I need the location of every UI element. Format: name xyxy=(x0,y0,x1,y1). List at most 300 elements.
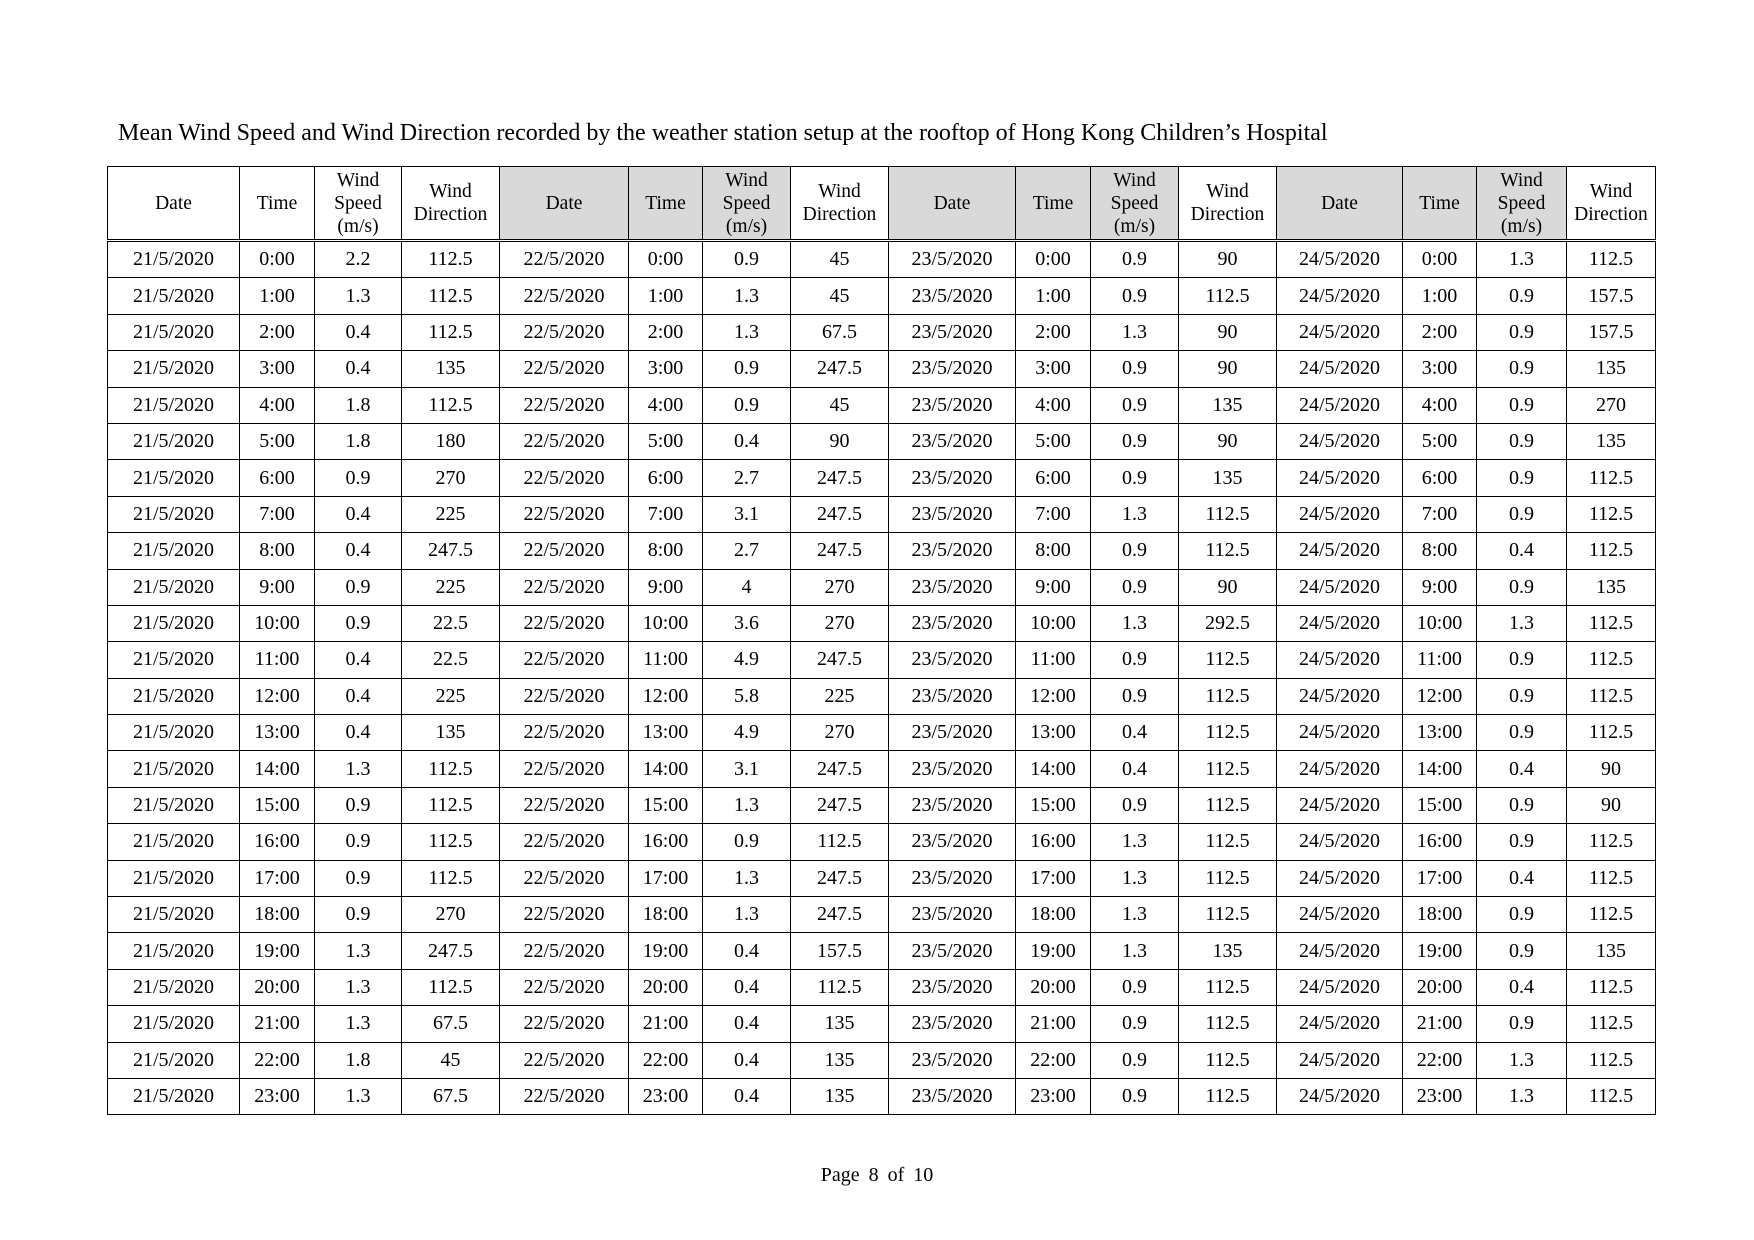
wind-direction-cell: 247.5 xyxy=(791,751,889,787)
date-cell: 23/5/2020 xyxy=(889,278,1016,314)
time-cell: 18:00 xyxy=(1016,897,1091,933)
wind-speed-cell: 1.3 xyxy=(1091,860,1179,896)
wind-direction-cell: 247.5 xyxy=(791,460,889,496)
date-cell: 21/5/2020 xyxy=(108,387,240,423)
date-cell: 23/5/2020 xyxy=(889,533,1016,569)
wind-direction-cell: 112.5 xyxy=(1567,460,1656,496)
wind-direction-cell: 157.5 xyxy=(791,933,889,969)
wind-direction-cell: 112.5 xyxy=(1179,278,1277,314)
wind-speed-cell: 0.4 xyxy=(315,314,402,350)
wind-speed-cell: 0.4 xyxy=(1091,751,1179,787)
wind-direction-cell: 247.5 xyxy=(791,533,889,569)
wind-speed-cell: 0.9 xyxy=(1091,351,1179,387)
date-cell: 21/5/2020 xyxy=(108,860,240,896)
wind-direction-cell: 135 xyxy=(1179,460,1277,496)
wind-direction-cell: 135 xyxy=(1179,933,1277,969)
time-cell: 18:00 xyxy=(240,897,315,933)
wind-direction-cell: 112.5 xyxy=(1179,1042,1277,1078)
time-cell: 18:00 xyxy=(629,897,703,933)
time-cell: 19:00 xyxy=(629,933,703,969)
wind-direction-cell: 225 xyxy=(402,496,500,532)
time-cell: 1:00 xyxy=(1016,278,1091,314)
time-cell: 0:00 xyxy=(240,241,315,278)
header-date: Date xyxy=(108,167,240,241)
wind-speed-cell: 0.9 xyxy=(1091,460,1179,496)
time-cell: 6:00 xyxy=(629,460,703,496)
wind-direction-cell: 112.5 xyxy=(402,787,500,823)
table-row xyxy=(108,1042,1656,1078)
wind-speed-cell: 0.9 xyxy=(315,605,402,641)
wind-direction-cell: 270 xyxy=(791,715,889,751)
date-cell: 22/5/2020 xyxy=(500,787,629,823)
wind-speed-cell: 0.9 xyxy=(315,787,402,823)
header-wind-direction-line: Direction xyxy=(413,204,488,225)
time-cell: 5:00 xyxy=(1016,423,1091,459)
wind-direction-cell: 112.5 xyxy=(402,751,500,787)
time-cell: 13:00 xyxy=(1403,715,1477,751)
date-cell: 24/5/2020 xyxy=(1277,278,1403,314)
wind-direction-cell: 45 xyxy=(791,241,889,278)
time-cell: 20:00 xyxy=(240,969,315,1005)
wind-direction-cell: 90 xyxy=(791,423,889,459)
wind-direction-cell: 112.5 xyxy=(402,241,500,278)
wind-direction-cell: 45 xyxy=(791,278,889,314)
wind-speed-cell: 0.4 xyxy=(315,715,402,751)
wind-direction-cell: 135 xyxy=(791,1078,889,1114)
header-row xyxy=(108,167,1656,241)
date-cell: 22/5/2020 xyxy=(500,1042,629,1078)
wind-speed-cell: 2.7 xyxy=(703,460,791,496)
time-cell: 18:00 xyxy=(1403,897,1477,933)
date-cell: 22/5/2020 xyxy=(500,496,629,532)
wind-speed-cell: 0.9 xyxy=(1091,969,1179,1005)
table-row xyxy=(108,897,1656,933)
wind-speed-cell: 0.9 xyxy=(1091,278,1179,314)
header-wind-direction xyxy=(402,167,500,241)
wind-direction-cell: 135 xyxy=(1567,933,1656,969)
wind-direction-cell: 112.5 xyxy=(1179,751,1277,787)
date-cell: 21/5/2020 xyxy=(108,460,240,496)
wind-speed-cell: 3.1 xyxy=(703,751,791,787)
wind-direction-cell: 135 xyxy=(791,1006,889,1042)
time-cell: 23:00 xyxy=(629,1078,703,1114)
time-cell: 14:00 xyxy=(1403,751,1477,787)
date-cell: 21/5/2020 xyxy=(108,1078,240,1114)
date-cell: 22/5/2020 xyxy=(500,1078,629,1114)
table-row xyxy=(108,387,1656,423)
time-cell: 15:00 xyxy=(1016,787,1091,823)
date-cell: 24/5/2020 xyxy=(1277,715,1403,751)
time-cell: 23:00 xyxy=(1403,1078,1477,1114)
wind-speed-cell: 2.7 xyxy=(703,533,791,569)
time-cell: 3:00 xyxy=(1016,351,1091,387)
wind-speed-cell: 0.9 xyxy=(1477,278,1567,314)
wind-speed-cell: 0.4 xyxy=(1091,715,1179,751)
date-cell: 24/5/2020 xyxy=(1277,387,1403,423)
date-cell: 21/5/2020 xyxy=(108,751,240,787)
time-cell: 7:00 xyxy=(1403,496,1477,532)
date-cell: 24/5/2020 xyxy=(1277,860,1403,896)
wind-direction-cell: 247.5 xyxy=(791,787,889,823)
time-cell: 21:00 xyxy=(629,1006,703,1042)
wind-direction-cell: 247.5 xyxy=(402,933,500,969)
time-cell: 2:00 xyxy=(1016,314,1091,350)
time-cell: 14:00 xyxy=(629,751,703,787)
wind-speed-cell: 1.3 xyxy=(315,969,402,1005)
time-cell: 0:00 xyxy=(1403,241,1477,278)
date-cell: 23/5/2020 xyxy=(889,423,1016,459)
wind-direction-cell: 112.5 xyxy=(1179,642,1277,678)
wind-speed-cell: 1.3 xyxy=(1477,1078,1567,1114)
date-cell: 23/5/2020 xyxy=(889,314,1016,350)
wind-direction-cell: 112.5 xyxy=(1179,1078,1277,1114)
wind-direction-cell: 225 xyxy=(402,569,500,605)
wind-direction-cell: 67.5 xyxy=(402,1078,500,1114)
date-cell: 23/5/2020 xyxy=(889,460,1016,496)
date-cell: 24/5/2020 xyxy=(1277,351,1403,387)
wind-direction-cell: 112.5 xyxy=(1567,1078,1656,1114)
time-cell: 16:00 xyxy=(629,824,703,860)
time-cell: 4:00 xyxy=(1016,387,1091,423)
time-cell: 20:00 xyxy=(1016,969,1091,1005)
wind-speed-cell: 0.4 xyxy=(1477,533,1567,569)
wind-speed-cell: 0.4 xyxy=(703,933,791,969)
page-word: Page xyxy=(820,1164,860,1186)
wind-direction-cell: 112.5 xyxy=(1567,1042,1656,1078)
time-cell: 3:00 xyxy=(240,351,315,387)
wind-speed-cell: 1.3 xyxy=(1091,605,1179,641)
wind-speed-cell: 0.4 xyxy=(703,1078,791,1114)
date-cell: 23/5/2020 xyxy=(889,496,1016,532)
time-cell: 10:00 xyxy=(629,605,703,641)
wind-speed-cell: 0.9 xyxy=(1477,787,1567,823)
wind-direction-cell: 292.5 xyxy=(1179,605,1277,641)
wind-speed-cell: 0.9 xyxy=(1477,423,1567,459)
date-cell: 23/5/2020 xyxy=(889,1006,1016,1042)
table-row xyxy=(108,314,1656,350)
time-cell: 10:00 xyxy=(240,605,315,641)
time-cell: 17:00 xyxy=(629,860,703,896)
date-cell: 22/5/2020 xyxy=(500,824,629,860)
wind-direction-cell: 112.5 xyxy=(402,387,500,423)
wind-speed-cell: 0.4 xyxy=(703,423,791,459)
wind-direction-cell: 90 xyxy=(1567,751,1656,787)
header-time: Time xyxy=(1403,167,1477,241)
time-cell: 0:00 xyxy=(1016,241,1091,278)
date-cell: 22/5/2020 xyxy=(500,569,629,605)
header-wind-direction-line: Direction xyxy=(1574,204,1648,225)
time-cell: 8:00 xyxy=(240,533,315,569)
time-cell: 5:00 xyxy=(629,423,703,459)
wind-direction-cell: 135 xyxy=(1179,387,1277,423)
header-time: Time xyxy=(1016,167,1091,241)
date-cell: 22/5/2020 xyxy=(500,533,629,569)
time-cell: 13:00 xyxy=(629,715,703,751)
wind-speed-cell: 1.3 xyxy=(315,933,402,969)
time-cell: 15:00 xyxy=(1403,787,1477,823)
date-cell: 21/5/2020 xyxy=(108,824,240,860)
wind-direction-cell: 135 xyxy=(1567,569,1656,605)
time-cell: 13:00 xyxy=(240,715,315,751)
wind-speed-cell: 1.3 xyxy=(703,314,791,350)
table-row xyxy=(108,642,1656,678)
table-row xyxy=(108,933,1656,969)
date-cell: 24/5/2020 xyxy=(1277,314,1403,350)
wind-direction-cell: 112.5 xyxy=(791,824,889,860)
wind-direction-cell: 112.5 xyxy=(791,969,889,1005)
table-row xyxy=(108,1006,1656,1042)
time-cell: 7:00 xyxy=(240,496,315,532)
date-cell: 22/5/2020 xyxy=(500,241,629,278)
date-cell: 24/5/2020 xyxy=(1277,423,1403,459)
date-cell: 24/5/2020 xyxy=(1277,969,1403,1005)
time-cell: 3:00 xyxy=(1403,351,1477,387)
date-cell: 24/5/2020 xyxy=(1277,751,1403,787)
wind-direction-cell: 112.5 xyxy=(1567,605,1656,641)
date-cell: 21/5/2020 xyxy=(108,423,240,459)
date-cell: 24/5/2020 xyxy=(1277,933,1403,969)
wind-speed-cell: 0.9 xyxy=(703,241,791,278)
table-row xyxy=(108,241,1656,278)
wind-speed-cell: 0.9 xyxy=(1477,314,1567,350)
date-cell: 21/5/2020 xyxy=(108,678,240,714)
wind-direction-cell: 90 xyxy=(1567,787,1656,823)
wind-speed-cell: 0.9 xyxy=(315,897,402,933)
time-cell: 8:00 xyxy=(1016,533,1091,569)
table-row xyxy=(108,569,1656,605)
header-wind-direction-line: Wind xyxy=(818,181,861,202)
time-cell: 5:00 xyxy=(1403,423,1477,459)
wind-speed-cell: 0.9 xyxy=(1477,1006,1567,1042)
time-cell: 12:00 xyxy=(629,678,703,714)
wind-direction-cell: 112.5 xyxy=(402,824,500,860)
table-row xyxy=(108,496,1656,532)
wind-direction-cell: 112.5 xyxy=(1567,678,1656,714)
date-cell: 24/5/2020 xyxy=(1277,897,1403,933)
date-cell: 24/5/2020 xyxy=(1277,1042,1403,1078)
wind-direction-cell: 90 xyxy=(1179,241,1277,278)
time-cell: 11:00 xyxy=(1016,642,1091,678)
page-footer xyxy=(0,1164,1754,1187)
wind-speed-cell: 1.3 xyxy=(703,787,791,823)
wind-direction-cell: 90 xyxy=(1179,351,1277,387)
date-cell: 22/5/2020 xyxy=(500,1006,629,1042)
wind-direction-cell: 112.5 xyxy=(1567,496,1656,532)
date-cell: 21/5/2020 xyxy=(108,642,240,678)
date-cell: 22/5/2020 xyxy=(500,642,629,678)
date-cell: 24/5/2020 xyxy=(1277,678,1403,714)
time-cell: 17:00 xyxy=(1016,860,1091,896)
time-cell: 22:00 xyxy=(1016,1042,1091,1078)
header-wind-direction-line: Wind xyxy=(1206,181,1249,202)
time-cell: 21:00 xyxy=(240,1006,315,1042)
table-row xyxy=(108,605,1656,641)
time-cell: 20:00 xyxy=(1403,969,1477,1005)
page-number: 8 xyxy=(868,1164,879,1186)
wind-speed-cell: 0.9 xyxy=(703,387,791,423)
header-date: Date xyxy=(1277,167,1403,241)
header-wind-direction-line: Direction xyxy=(1190,204,1265,225)
time-cell: 0:00 xyxy=(629,241,703,278)
wind-speed-cell: 0.9 xyxy=(315,569,402,605)
wind-speed-cell: 0.9 xyxy=(1477,569,1567,605)
table-row xyxy=(108,715,1656,751)
date-cell: 24/5/2020 xyxy=(1277,1078,1403,1114)
time-cell: 23:00 xyxy=(1016,1078,1091,1114)
time-cell: 2:00 xyxy=(240,314,315,350)
wind-speed-cell: 0.4 xyxy=(703,1006,791,1042)
wind-direction-cell: 112.5 xyxy=(1567,642,1656,678)
header-wind-direction xyxy=(791,167,889,241)
wind-direction-cell: 247.5 xyxy=(791,496,889,532)
wind-direction-cell: 135 xyxy=(1567,423,1656,459)
wind-speed-cell: 0.9 xyxy=(703,824,791,860)
header-wind-speed-line: Wind xyxy=(1113,169,1156,191)
date-cell: 23/5/2020 xyxy=(889,860,1016,896)
date-cell: 21/5/2020 xyxy=(108,969,240,1005)
wind-speed-cell: 0.9 xyxy=(703,351,791,387)
time-cell: 15:00 xyxy=(629,787,703,823)
wind-speed-cell: 1.3 xyxy=(703,278,791,314)
header-wind-speed-line: Speed xyxy=(722,192,771,214)
time-cell: 4:00 xyxy=(1403,387,1477,423)
header-wind-direction-line: Wind xyxy=(1589,181,1633,202)
wind-speed-cell: 1.3 xyxy=(1477,241,1567,278)
wind-direction-cell: 112.5 xyxy=(1179,969,1277,1005)
wind-direction-cell: 270 xyxy=(402,460,500,496)
date-cell: 24/5/2020 xyxy=(1277,241,1403,278)
wind-direction-cell: 225 xyxy=(791,678,889,714)
date-cell: 21/5/2020 xyxy=(108,351,240,387)
wind-direction-cell: 112.5 xyxy=(1179,860,1277,896)
wind-direction-cell: 112.5 xyxy=(1179,824,1277,860)
time-cell: 15:00 xyxy=(240,787,315,823)
time-cell: 19:00 xyxy=(240,933,315,969)
wind-direction-cell: 225 xyxy=(402,678,500,714)
time-cell: 16:00 xyxy=(1016,824,1091,860)
header-wind-speed-line: (m/s) xyxy=(1500,215,1543,237)
time-cell: 22:00 xyxy=(629,1042,703,1078)
wind-direction-cell: 112.5 xyxy=(402,278,500,314)
wind-speed-cell: 1.3 xyxy=(315,278,402,314)
date-cell: 23/5/2020 xyxy=(889,1042,1016,1078)
time-cell: 9:00 xyxy=(1016,569,1091,605)
header-wind-speed-line: (m/s) xyxy=(725,215,768,237)
date-cell: 23/5/2020 xyxy=(889,787,1016,823)
wind-direction-cell: 112.5 xyxy=(402,969,500,1005)
wind-speed-cell: 4.9 xyxy=(703,715,791,751)
time-cell: 4:00 xyxy=(240,387,315,423)
time-cell: 16:00 xyxy=(1403,824,1477,860)
table-row xyxy=(108,351,1656,387)
wind-speed-cell: 0.9 xyxy=(1477,678,1567,714)
time-cell: 12:00 xyxy=(1016,678,1091,714)
wind-speed-cell: 0.4 xyxy=(315,533,402,569)
wind-direction-cell: 22.5 xyxy=(402,605,500,641)
date-cell: 23/5/2020 xyxy=(889,569,1016,605)
of-word: of xyxy=(887,1164,905,1186)
wind-direction-cell: 112.5 xyxy=(1567,824,1656,860)
date-cell: 23/5/2020 xyxy=(889,678,1016,714)
wind-speed-cell: 1.3 xyxy=(703,897,791,933)
time-cell: 7:00 xyxy=(1016,496,1091,532)
date-cell: 23/5/2020 xyxy=(889,605,1016,641)
date-cell: 23/5/2020 xyxy=(889,351,1016,387)
table-row xyxy=(108,787,1656,823)
date-cell: 22/5/2020 xyxy=(500,387,629,423)
time-cell: 13:00 xyxy=(1016,715,1091,751)
header-time: Time xyxy=(629,167,703,241)
wind-direction-cell: 112.5 xyxy=(1179,715,1277,751)
wind-direction-cell: 112.5 xyxy=(1567,897,1656,933)
date-cell: 21/5/2020 xyxy=(108,1006,240,1042)
date-cell: 22/5/2020 xyxy=(500,423,629,459)
wind-speed-cell: 0.9 xyxy=(1091,533,1179,569)
wind-speed-cell: 0.9 xyxy=(315,460,402,496)
time-cell: 14:00 xyxy=(240,751,315,787)
wind-speed-cell: 0.9 xyxy=(1477,642,1567,678)
table-row xyxy=(108,824,1656,860)
date-cell: 22/5/2020 xyxy=(500,314,629,350)
date-cell: 22/5/2020 xyxy=(500,351,629,387)
table-row xyxy=(108,751,1656,787)
table-row xyxy=(108,678,1656,714)
time-cell: 16:00 xyxy=(240,824,315,860)
date-cell: 21/5/2020 xyxy=(108,933,240,969)
wind-direction-cell: 90 xyxy=(1179,314,1277,350)
header-wind-direction xyxy=(1179,167,1277,241)
date-cell: 21/5/2020 xyxy=(108,496,240,532)
date-cell: 21/5/2020 xyxy=(108,787,240,823)
time-cell: 1:00 xyxy=(240,278,315,314)
wind-speed-cell: 1.3 xyxy=(315,1006,402,1042)
wind-speed-cell: 0.4 xyxy=(703,1042,791,1078)
wind-direction-cell: 45 xyxy=(791,387,889,423)
time-cell: 12:00 xyxy=(240,678,315,714)
time-cell: 6:00 xyxy=(1016,460,1091,496)
wind-direction-cell: 45 xyxy=(402,1042,500,1078)
time-cell: 22:00 xyxy=(1403,1042,1477,1078)
date-cell: 23/5/2020 xyxy=(889,897,1016,933)
date-cell: 23/5/2020 xyxy=(889,715,1016,751)
time-cell: 22:00 xyxy=(240,1042,315,1078)
date-cell: 24/5/2020 xyxy=(1277,787,1403,823)
date-cell: 24/5/2020 xyxy=(1277,460,1403,496)
date-cell: 21/5/2020 xyxy=(108,897,240,933)
wind-direction-cell: 112.5 xyxy=(1179,678,1277,714)
date-cell: 23/5/2020 xyxy=(889,969,1016,1005)
date-cell: 21/5/2020 xyxy=(108,1042,240,1078)
header-wind-direction xyxy=(1567,167,1656,241)
wind-speed-cell: 0.9 xyxy=(1477,715,1567,751)
time-cell: 9:00 xyxy=(1403,569,1477,605)
wind-direction-cell: 270 xyxy=(402,897,500,933)
wind-direction-cell: 90 xyxy=(1179,423,1277,459)
wind-direction-cell: 112.5 xyxy=(1179,897,1277,933)
time-cell: 20:00 xyxy=(629,969,703,1005)
date-cell: 24/5/2020 xyxy=(1277,605,1403,641)
header-wind-speed-line: Speed xyxy=(1110,192,1159,214)
wind-speed-cell: 0.4 xyxy=(703,969,791,1005)
header-wind-speed-line: Wind xyxy=(725,169,768,191)
time-cell: 14:00 xyxy=(1016,751,1091,787)
date-cell: 22/5/2020 xyxy=(500,933,629,969)
wind-speed-cell: 5.8 xyxy=(703,678,791,714)
wind-direction-cell: 67.5 xyxy=(791,314,889,350)
wind-direction-cell: 112.5 xyxy=(1567,533,1656,569)
time-cell: 2:00 xyxy=(629,314,703,350)
time-cell: 10:00 xyxy=(1016,605,1091,641)
